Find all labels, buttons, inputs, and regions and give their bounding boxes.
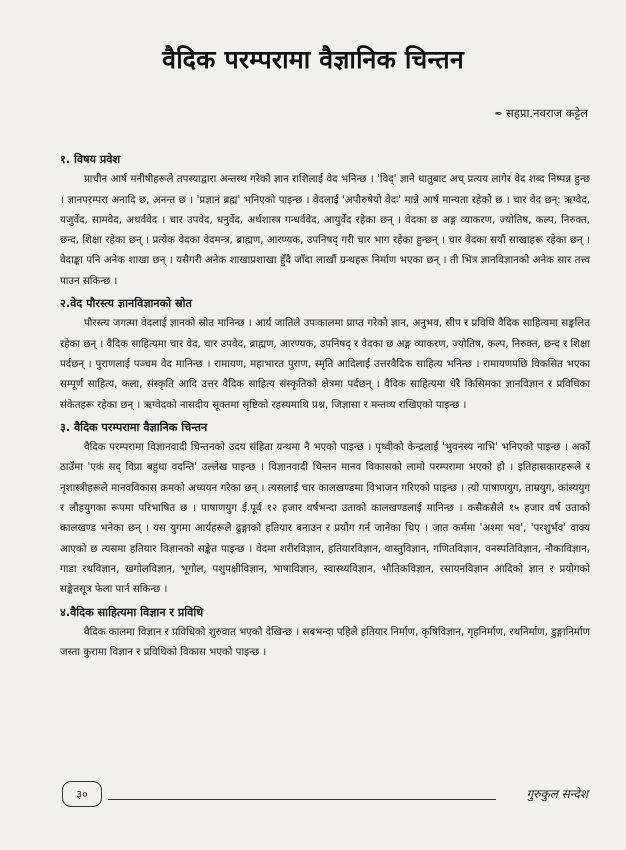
section-4 [60,603,590,664]
article-body [60,150,590,665]
page-footer [0,775,626,815]
page-number: ३० [62,781,102,807]
section-paragraph: प्राचीन आर्ष मनीषीहरूले तपस्याद्वारा अन्तस्थ गरेको ज्ञान राशिलाई वेद भनिन्छ । 'विद्' ज्ञाने धातुबाट अच् प्रत्यय लागेर वेद शब्द निष्पन्न हुन्छ । ज्ञानपरम्परा अनादि छ, अनन्त छ । 'प्रज्ञानं ब्रह्म' भनिएको पाइन्छ । वेदलाई 'अपौरुषेयो वेदः' मान्ने आर्ष मान्यता रहेको छ । चार वेद छन्: ऋग्वेद, यजुर्वेद, सामवेद, अथर्ववेद । चार उपवेद, धनुर्वेद, अर्थशास्त्र गन्धर्ववेद, आयुर्वेद रहेका छन् । वेदका छ अङ्ग व्याकरण, ज्योतिष, कल्प, निरुक्त, छन्द, शिक्षा रहेका छन् । प्रत्येक वेदका वेदमन्त्र, ब्राह्मण, आरण्यक, उपनिषद् गरी चार भाग रहेका हुन्छन् । चार वेदका सयौं साखाहरू रहेका छन् । वेदाङ्का पनि अनेक शाखा छन् । यसैगरी अनेक शाखाप्रशाखा हुँदै जाँदा लाखौं ग्रन्थहरू निर्माण भएका छन् । ती भित्र ज्ञानविज्ञानको अनेक सार तत्त्व पाउन सकिन्छ । [60,174,590,287]
section-heading: १. विषय प्रवेश [60,153,121,166]
section-1 [60,150,590,292]
section-heading: २.वेद पौरस्त्य ज्ञानविज्ञानको स्रोत [60,297,192,311]
section-heading: ३. वैदिक परम्परामा वैज्ञानिक चिन्तन [60,420,208,434]
author-line [495,106,588,121]
article-title: वैदिक परम्परामा वैज्ञानिक चिन्तन [162,45,464,74]
section-paragraph: वैदिक परम्परामा विज्ञानवादी चिन्तनको उदय संहिता ग्रन्थमा नै भएको पाइन्छ । पृथ्वीको केन्द्रलाई 'भुवनस्य नाभि' भनिएको पाइन्छ । अर्को ठाउँमा 'एकं सद् विप्रा बहुधा वदन्ति' उल्लेख पाइन्छ । विज्ञानवादी चिन्तन मानव विकासको लामो परम्परामा भएको हो । इतिहासकारहरूले र नृशास्त्रीहरूले मानवविकास क्रमको अध्ययन गरेका छन् । त्यसलाई चार कालखण्डमा विभाजन गरिएको पाइन्छ । त्यो पाषाणयुग, ताम्रयुग, कांस्ययुग र लौहयुगका रूपमा परिभाषित छ । पाषाणयुग ई.पूर्व १२ हजार वर्षभन्दा उताको कालखण्डलाई मानिन्छ । कसैकसैले १५ हजार वर्ष उताको कालखण्ड भनेका छन् । यस युगमा आर्यहरूले ढुङ्गाको हतियार बनाउन र प्रयोग गर्न जानेका थिए । जात कर्ममा 'अश्मा भव', 'परशुर्भव' वाक्य आएको छ त्यसमा हतियार विज्ञानको सङ्केत पाइन्छ । वेदमा शरीरविज्ञान, हतियारविज्ञान, वास्तुविज्ञान, गणितविज्ञान, वनस्पतिविज्ञान, नौकाविज्ञान, गाडा रथविज्ञान, खगोलविज्ञान, भूगोल, पशुपक्षीविज्ञान, भाषाविज्ञान, स्वास्थ्यविज्ञान, भौतिकविज्ञान, रसायनविज्ञान आदिको ज्ञान र प्रयोगको सङ्केतसूत्र फेला पार्न सकिन्छ । [60,442,590,596]
section-3 [60,418,590,601]
quill-pen-icon: ✒ [494,109,504,120]
section-2 [60,294,590,416]
section-paragraph: वैदिक कालमा विज्ञान र प्रविधिको शुरुवात भएको देखिन्छ । सबभन्दा पहिले हतियार निर्माण, कृषिविज्ञान, गृहनिर्माण, रथनिर्माण, डुङ्गानिर्माण जस्ता कुरामा विज्ञान र प्रविधिको विकास भएको पाइन्छ । [60,626,590,659]
section-heading: ४.वैदिक साहित्यमा विज्ञान र प्रविधि [60,605,204,619]
footer-rule [108,799,496,800]
section-paragraph: पौरस्त्य जगत्मा वेदलाई ज्ञानको स्रोत मानिन्छ । आर्य जातिले उपःकालमा प्राप्त गरेको ज्ञान, अनुभव, सीप र प्रविधि वैदिक साहित्यमा सङ्कलित रहेका छन् । वैदिक साहित्यमा चार वेद, चार उपवेद, ब्राह्मण, आरण्यक, उपनिषद् र वेदका छ अङ्ग व्याकरण, ज्योतिष, कल्प, निरुक्त, छन्द र शिक्षा पर्दछन् । पुराणलाई पञ्चम वेद मानिन्छ । रामायण, महाभारत पुराण, स्मृति आदिलाई उत्तरवैदिक साहित्य भनिन्छ । रामायणपछि विकसित भएका सम्पूर्ण साहित्य, कला, संस्कृति आदि उत्तर वैदिक साहित्य संस्कृतिको क्षेत्रमा पर्दछन् । वैदिक साहित्यमा धेरै किसिमका ज्ञानविज्ञान र प्रविधिका संकेतहरू रहेका छन् । ऋग्वेदको नासदीय सूक्तमा सृष्टिको रहस्यमाथि प्रश्न, जिज्ञासा र मन्तव्य राखिएको पाइन्छ । [60,318,590,411]
author-name: सहप्रा.नवराज कट्टेल [506,106,588,120]
magazine-name: गुरुकुल सन्देश [526,787,588,801]
